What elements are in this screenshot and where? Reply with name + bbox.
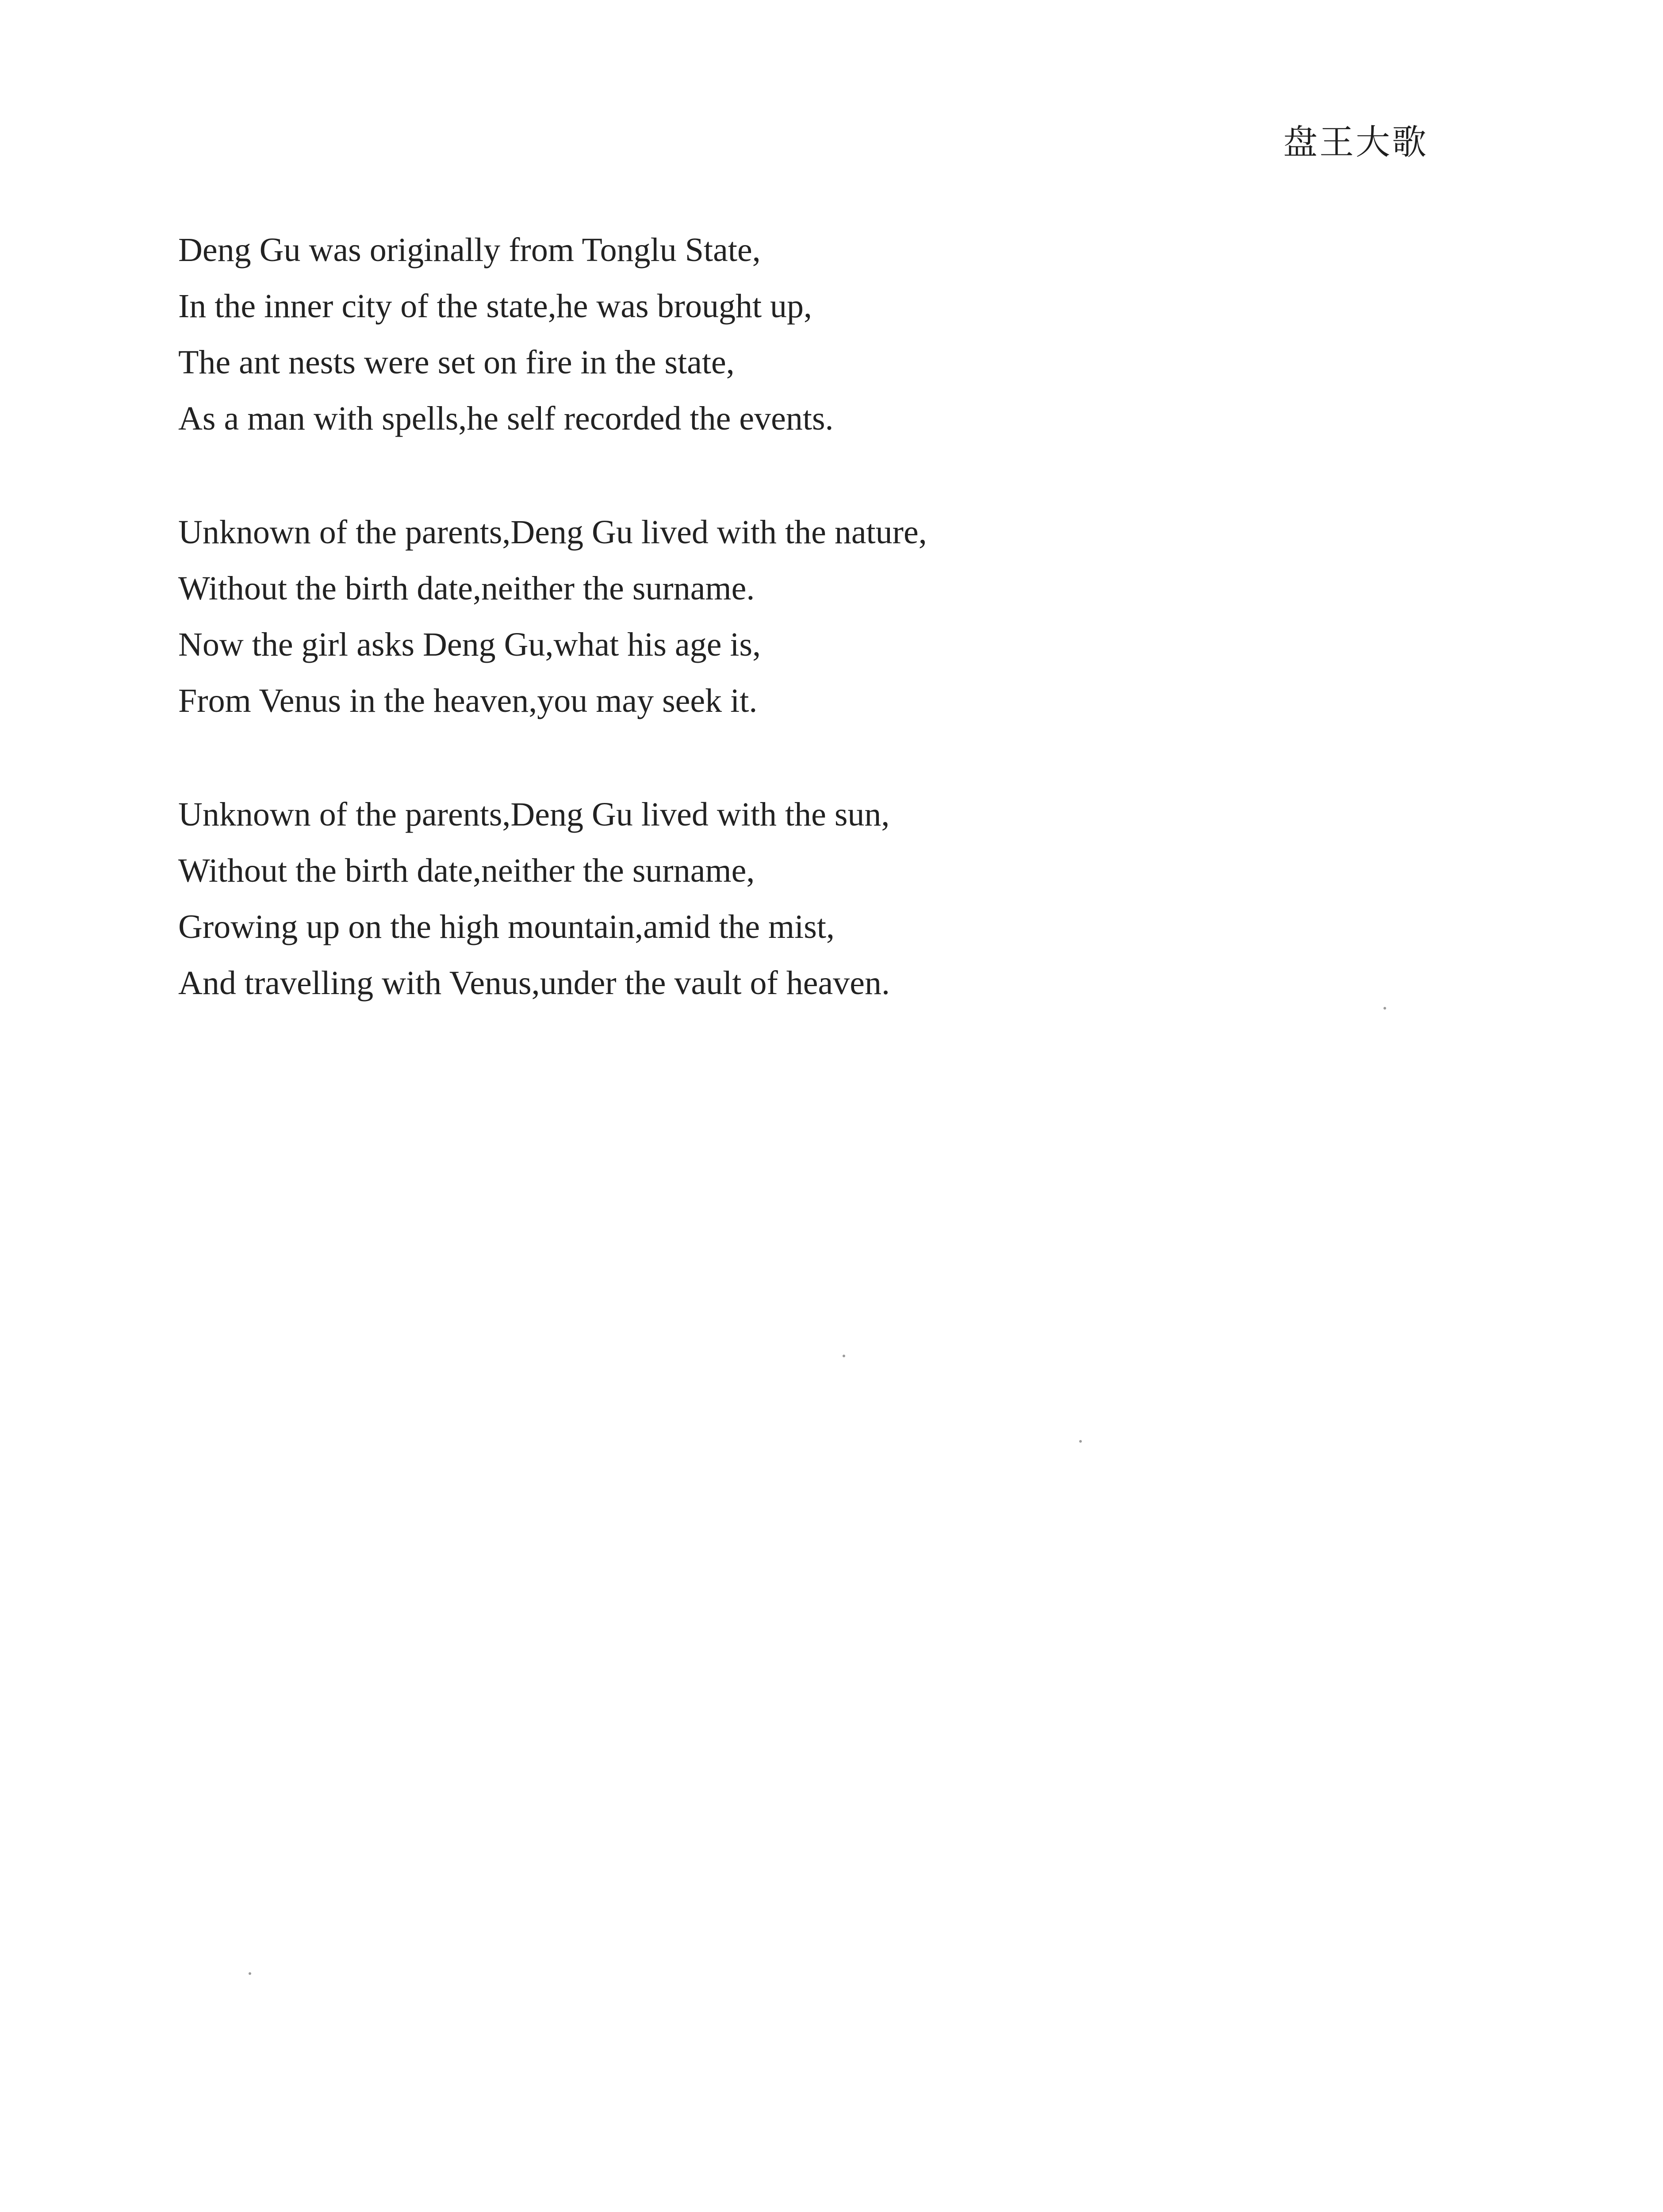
- poem-body: [178, 222, 1461, 1069]
- stanza-2: [178, 504, 1461, 729]
- scan-speck: [843, 1355, 845, 1357]
- stanza-1: [178, 222, 1461, 447]
- poem-line: Without the birth date,neither the surname,: [178, 852, 755, 889]
- running-header-title: 盘王大歌: [1283, 123, 1428, 162]
- poem-line: Now the girl asks Deng Gu,what his age is,: [178, 626, 761, 663]
- poem-line: In the inner city of the state,he was brought up,: [178, 288, 812, 325]
- poem-line: Deng Gu was originally from Tonglu State,: [178, 231, 761, 269]
- scan-speck: [249, 1972, 251, 1975]
- poem-line: The ant nests were set on fire in the state,: [178, 344, 735, 381]
- poem-line: Without the birth date,neither the surname.: [178, 570, 755, 607]
- scan-speck: [1383, 1007, 1386, 1010]
- poem-line: From Venus in the heaven,you may seek it.: [178, 682, 758, 719]
- poem-line: Unknown of the parents,Deng Gu lived with the sun,: [178, 796, 890, 833]
- poem-line: As a man with spells,he self recorded the events.: [178, 400, 834, 437]
- poem-line: Growing up on the high mountain,amid the mist,: [178, 908, 835, 945]
- stanza-3: [178, 787, 1461, 1011]
- poem-line: Unknown of the parents,Deng Gu lived with the nature,: [178, 514, 927, 551]
- scan-speck: [1079, 1440, 1082, 1443]
- poem-line: And travelling with Venus,under the vault of heaven.: [178, 964, 890, 1002]
